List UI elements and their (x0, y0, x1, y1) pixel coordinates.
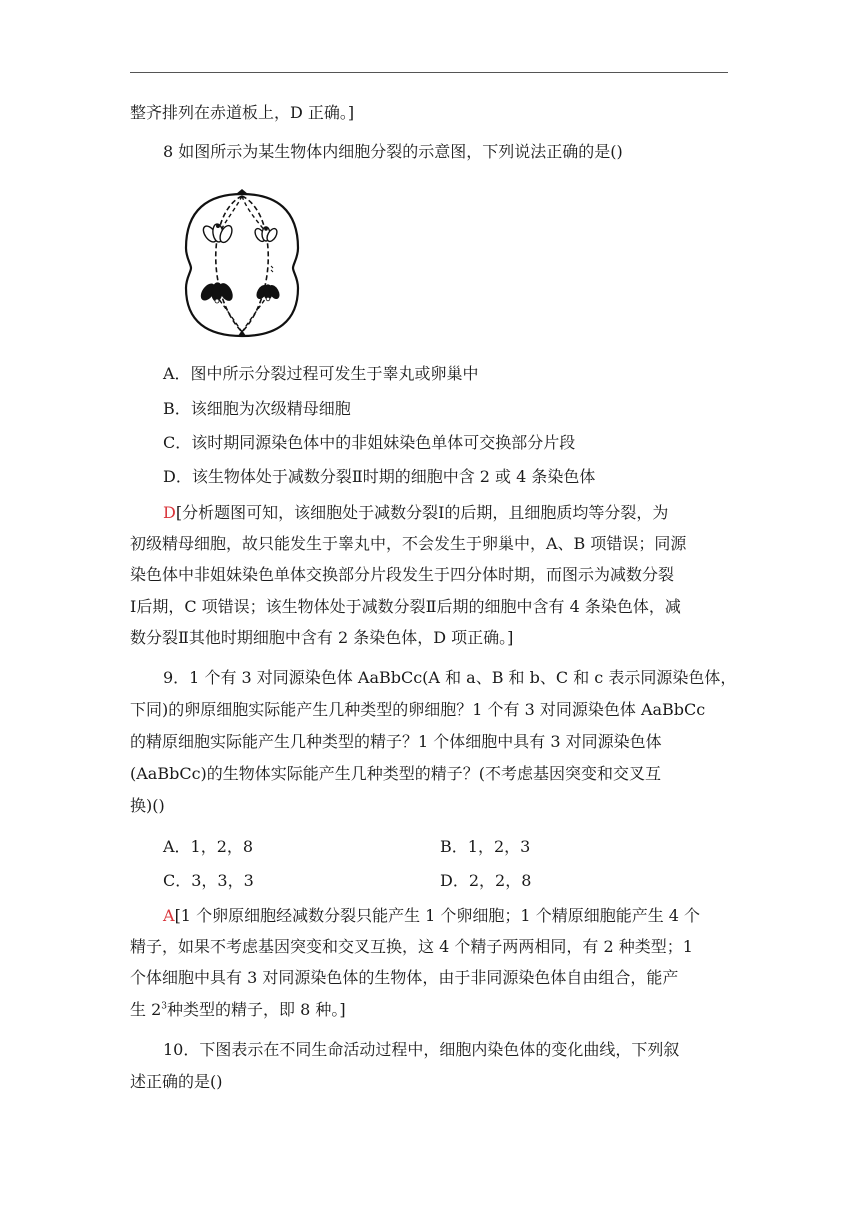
q9-explanation-text-1: [1 个卵原细胞经减数分裂只能产生 1 个卵细胞；1 个精原细胞能产生 4 个 (174, 906, 701, 925)
q8-answer-letter: D (163, 503, 176, 522)
q9-exponent: 3 (161, 1001, 168, 1012)
cell-division-diagram (180, 188, 304, 340)
q9-option-d: D．2，2，8 (440, 871, 532, 890)
q8-stem: 8 如图所示为某生物体内细胞分裂的示意图，下列说法正确的是() (163, 142, 623, 161)
q10-stem-line-1: 10．下图表示在不同生命活动过程中，细胞内染色体的变化曲线，下列叙 (163, 1040, 680, 1059)
q9-stem-line-1: 9．1 个有 3 对同源染色体 AaBbCc(A 和 a、B 和 b、C 和 c 表示同源染色体， (163, 668, 737, 687)
q8-explanation-line-1 (163, 503, 763, 523)
continuation-text: 整齐排列在赤道板上，D 正确。] (130, 103, 355, 122)
q9-stem-line-5: 换)() (130, 796, 165, 815)
q8-explanation-text-1: [分析题图可知，该细胞处于减数分裂Ⅰ的后期，且细胞质均等分裂，为 (175, 503, 669, 522)
q8-explanation-line-2: 初级精母细胞，故只能发生于睾丸中，不会发生于卵巢中，A、B 项错误；同源 (130, 534, 687, 553)
q10-stem-line-2: 述正确的是() (130, 1072, 223, 1091)
q8-option-c: C．该时期同源染色体中的非姐妹染色单体可交换部分片段 (163, 433, 576, 452)
q9-option-c: C．3，3，3 (163, 871, 254, 890)
q8-option-a: A．图中所示分裂过程可发生于睾丸或卵巢中 (163, 364, 479, 383)
q9-explanation-line-1 (163, 906, 763, 926)
q9-stem-line-2: 下同)的卵原细胞实际能产生几种类型的卵细胞？1 个有 3 对同源染色体 AaBbCc (130, 700, 706, 719)
q9-explanation-line-3: 个体细胞中具有 3 对同源染色体的生物体，由于非同源染色体自由组合，能产 (130, 968, 679, 987)
q9-explanation-line-2: 精子，如果不考虑基因突变和交叉互换，这 4 个精子两两相同，有 2 种类型；1 (130, 937, 693, 956)
q9-option-a: A．1，2，8 (163, 837, 254, 856)
q9-explanation-last-pre: 生 2 (130, 1000, 162, 1019)
q9-stem-line-3: 的精原细胞实际能产生几种类型的精子？1 个体细胞中具有 3 对同源染色体 (130, 732, 662, 751)
q8-option-d: D．该生物体处于减数分裂Ⅱ时期的细胞中含 2 或 4 条染色体 (163, 467, 596, 486)
q9-explanation-line-4 (130, 1000, 730, 1020)
q9-answer-letter: A (163, 906, 175, 925)
q9-stem-line-4: (AaBbCc)的生物体实际能产生几种类型的精子？(不考虑基因突变和交叉互 (130, 764, 662, 783)
q9-explanation-last-post: 种类型的精子，即 8 种。] (167, 1000, 346, 1019)
q8-explanation-line-5: 数分裂Ⅱ其他时期细胞中含有 2 条染色体，D 项正确。] (130, 628, 514, 647)
q9-option-b: B．1，2，3 (440, 837, 531, 856)
q8-explanation-line-3: 染色体中非姐妹染色单体交换部分片段发生于四分体时期，而图示为减数分裂 (130, 565, 675, 584)
q8-option-b: B．该细胞为次级精母细胞 (163, 399, 351, 418)
header-rule (130, 72, 728, 73)
q8-explanation-line-4: Ⅰ后期，C 项错误；该生物体处于减数分裂Ⅱ后期的细胞中含有 4 条染色体，减 (130, 597, 681, 616)
